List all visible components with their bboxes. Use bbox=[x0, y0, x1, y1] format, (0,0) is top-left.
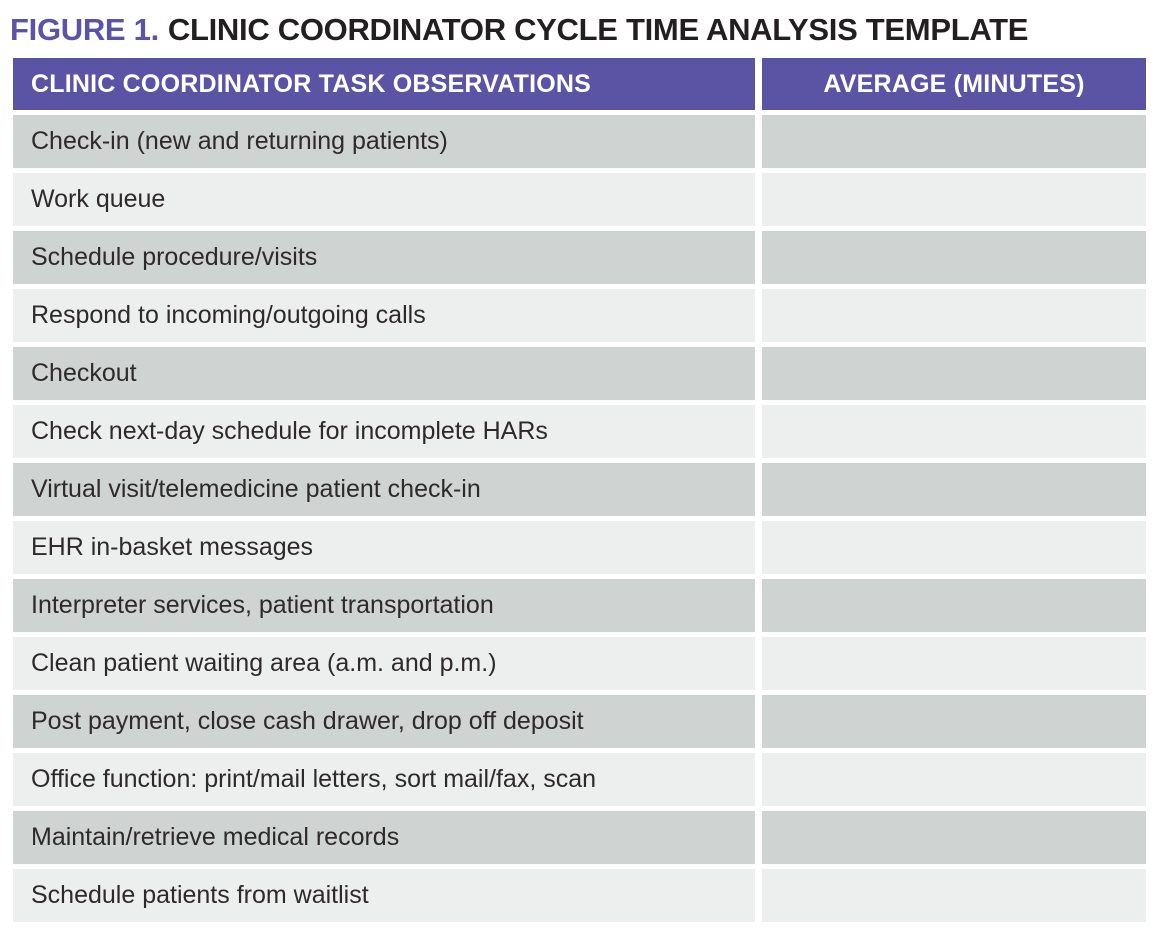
average-cell bbox=[762, 637, 1146, 690]
task-cell: Schedule procedure/visits bbox=[13, 231, 755, 284]
task-cell: Work queue bbox=[13, 173, 755, 226]
average-cell bbox=[762, 405, 1146, 458]
task-cell: Post payment, close cash drawer, drop off deposit bbox=[13, 695, 755, 748]
column-header-task-observations: CLINIC COORDINATOR TASK OBSERVATIONS bbox=[13, 58, 755, 110]
average-cell bbox=[762, 463, 1146, 516]
average-cell bbox=[762, 231, 1146, 284]
task-cell: Office function: print/mail letters, sort mail/fax, scan bbox=[13, 753, 755, 806]
average-cell bbox=[762, 579, 1146, 632]
average-cell bbox=[762, 289, 1146, 342]
average-cell bbox=[762, 869, 1146, 922]
average-cell bbox=[762, 695, 1146, 748]
task-cell: Interpreter services, patient transportation bbox=[13, 579, 755, 632]
task-cell: Respond to incoming/outgoing calls bbox=[13, 289, 755, 342]
figure-label: FIGURE 1. bbox=[10, 12, 159, 47]
task-cell: Checkout bbox=[13, 347, 755, 400]
figure-heading: CLINIC COORDINATOR CYCLE TIME ANALYSIS TEMPLATE bbox=[167, 12, 1029, 47]
task-cell: Check-in (new and returning patients) bbox=[13, 115, 755, 168]
average-cell bbox=[762, 115, 1146, 168]
task-cell: Clean patient waiting area (a.m. and p.m.) bbox=[13, 637, 755, 690]
cycle-time-table bbox=[13, 58, 1146, 922]
task-cell: Schedule patients from waitlist bbox=[13, 869, 755, 922]
task-cell: Virtual visit/telemedicine patient check-in bbox=[13, 463, 755, 516]
average-cell bbox=[762, 753, 1146, 806]
figure-title bbox=[10, 10, 1146, 50]
average-cell bbox=[762, 811, 1146, 864]
average-cell bbox=[762, 521, 1146, 574]
average-cell bbox=[762, 347, 1146, 400]
column-header-average-minutes: AVERAGE (MINUTES) bbox=[762, 58, 1146, 110]
task-cell: Maintain/retrieve medical records bbox=[13, 811, 755, 864]
average-cell bbox=[762, 173, 1146, 226]
task-cell: EHR in-basket messages bbox=[13, 521, 755, 574]
task-cell: Check next-day schedule for incomplete HARs bbox=[13, 405, 755, 458]
